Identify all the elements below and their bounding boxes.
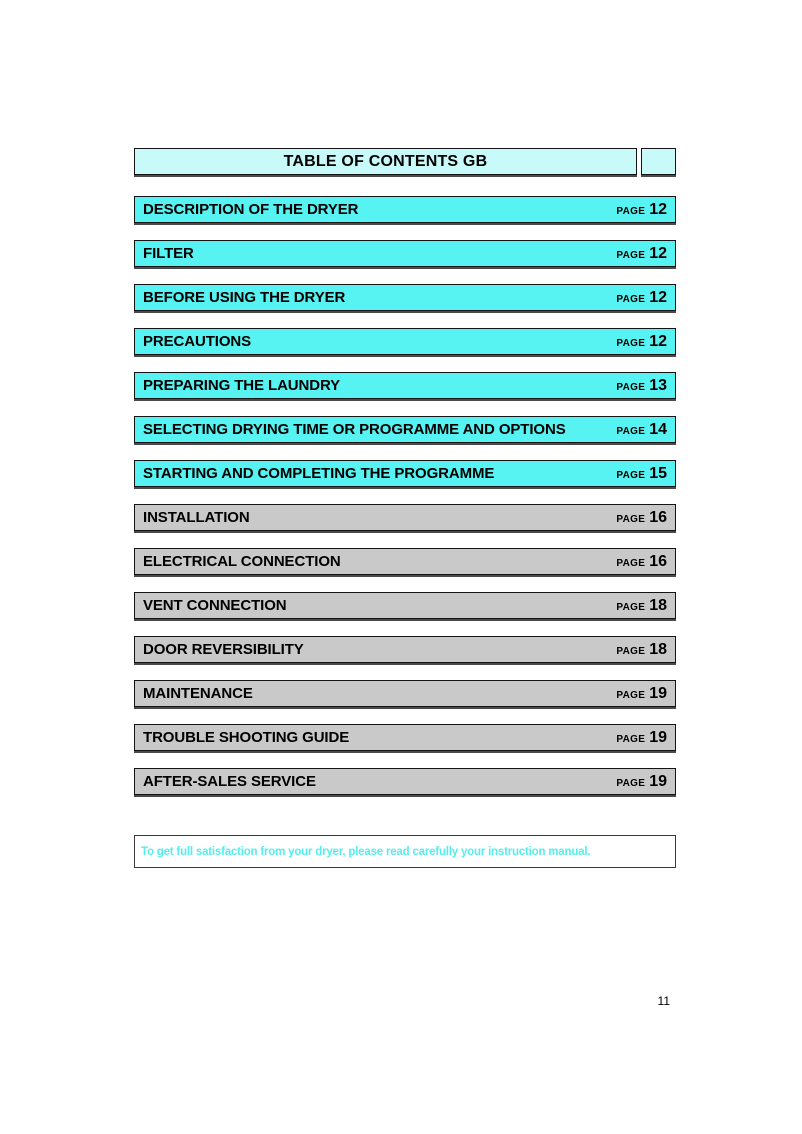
toc-entry-title: VENT CONNECTION	[143, 597, 287, 614]
page-word-label: PAGE	[616, 381, 646, 393]
toc-entry-page	[616, 289, 667, 307]
toc-entry-page	[616, 641, 667, 659]
toc-entry-page	[616, 465, 667, 483]
page-word-label: PAGE	[616, 469, 646, 481]
toc-entry-title: TROUBLE SHOOTING GUIDE	[143, 729, 350, 746]
instruction-note-text: To get full satisfaction from your dryer, please read carefully your instruction manual.	[141, 845, 591, 858]
page-number-value: 12	[649, 288, 667, 306]
toc-entry-page	[616, 245, 667, 263]
toc-entry-page	[616, 201, 667, 219]
page-number-value: 14	[649, 420, 667, 438]
page-number-value: 16	[649, 508, 667, 526]
toc-header	[134, 148, 676, 175]
toc-row	[134, 548, 676, 575]
toc-entry-page	[616, 377, 667, 395]
toc-row	[134, 284, 676, 311]
toc-entry-title: STARTING AND COMPLETING THE PROGRAMME	[143, 465, 495, 482]
toc-entry-title: SELECTING DRYING TIME OR PROGRAMME AND OPTIONS	[143, 421, 566, 438]
toc-entry-title: MAINTENANCE	[143, 685, 253, 702]
toc-entry-title: DESCRIPTION OF THE DRYER	[143, 201, 359, 218]
page-word-label: PAGE	[616, 733, 646, 745]
page-number-value: 18	[649, 640, 667, 658]
toc-content	[134, 148, 676, 1008]
page-number-value: 18	[649, 596, 667, 614]
page-word-label: PAGE	[616, 557, 646, 569]
page-number-value: 15	[649, 464, 667, 482]
toc-row	[134, 504, 676, 531]
toc-row	[134, 768, 676, 795]
toc-entry-title: FILTER	[143, 245, 194, 262]
header-side-box	[641, 148, 676, 175]
page-number-value: 19	[649, 772, 667, 790]
page-word-label: PAGE	[616, 337, 646, 349]
page-word-label: PAGE	[616, 689, 646, 701]
toc-entry-title: PRECAUTIONS	[143, 333, 252, 350]
toc-entry-page	[616, 333, 667, 351]
toc-row	[134, 460, 676, 487]
toc-entry-title: INSTALLATION	[143, 509, 250, 526]
page-word-label: PAGE	[616, 425, 646, 437]
toc-entry-page	[616, 553, 667, 571]
toc-entry-title: ELECTRICAL CONNECTION	[143, 553, 341, 570]
page-word-label: PAGE	[616, 645, 646, 657]
toc-row	[134, 636, 676, 663]
page-number-value: 12	[649, 200, 667, 218]
page-word-label: PAGE	[616, 513, 646, 525]
page-word-label: PAGE	[616, 293, 646, 305]
toc-entry-page	[616, 597, 667, 615]
page-number-value: 13	[649, 376, 667, 394]
page-number-value: 12	[649, 332, 667, 350]
page-number-value: 12	[649, 244, 667, 262]
page-number-value: 16	[649, 552, 667, 570]
footer-page-number: 11	[657, 994, 670, 1008]
toc-entry-page	[616, 685, 667, 703]
toc-row	[134, 592, 676, 619]
toc-header-box	[134, 148, 637, 175]
toc-entry-title: AFTER-SALES SERVICE	[143, 773, 316, 790]
toc-row	[134, 196, 676, 223]
page-number-value: 19	[649, 684, 667, 702]
page-word-label: PAGE	[616, 601, 646, 613]
toc-entry-title: BEFORE USING THE DRYER	[143, 289, 346, 306]
toc-row	[134, 680, 676, 707]
toc-entry-page	[616, 729, 667, 747]
toc-entry-page	[616, 773, 667, 791]
instruction-note-box	[134, 835, 676, 868]
page-word-label: PAGE	[616, 205, 646, 217]
toc-entry-page	[616, 421, 667, 439]
toc-row	[134, 416, 676, 443]
toc-row	[134, 240, 676, 267]
page-word-label: PAGE	[616, 777, 646, 789]
toc-row	[134, 328, 676, 355]
toc-entry-title: DOOR REVERSIBILITY	[143, 641, 304, 658]
page-title: TABLE OF CONTENTS GB	[283, 152, 488, 170]
toc-row	[134, 372, 676, 399]
page-word-label: PAGE	[616, 249, 646, 261]
toc-entry-title: PREPARING THE LAUNDRY	[143, 377, 341, 394]
toc-entry-page	[616, 509, 667, 527]
page-number-value: 19	[649, 728, 667, 746]
toc-row	[134, 724, 676, 751]
